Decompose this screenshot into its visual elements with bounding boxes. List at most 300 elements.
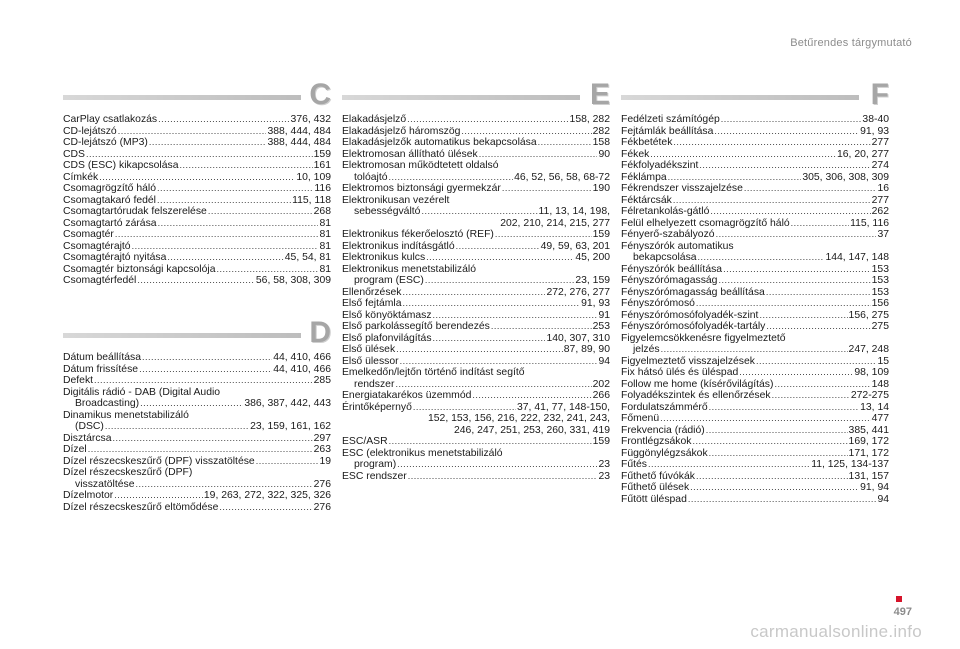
index-entry[interactable] xyxy=(342,126,610,138)
index-entry[interactable] xyxy=(63,137,331,149)
index-section-c xyxy=(63,80,331,287)
entry-title: Fordulatszámmérő xyxy=(621,401,708,413)
index-entry[interactable] xyxy=(342,252,610,264)
index-entry[interactable] xyxy=(63,502,331,514)
entry-row xyxy=(63,264,331,276)
entry-title: Címkék xyxy=(63,171,99,183)
entry-pages: 386, 387, 442, 443 xyxy=(244,398,331,409)
entry-row xyxy=(621,172,889,184)
index-entry[interactable] xyxy=(63,387,331,410)
index-entry[interactable] xyxy=(63,195,331,207)
entry-row xyxy=(63,433,331,445)
index-entry[interactable] xyxy=(63,490,331,502)
index-entry[interactable] xyxy=(342,160,610,183)
index-entry[interactable] xyxy=(63,160,331,172)
index-entry[interactable] xyxy=(63,364,331,376)
entry-title: Fényszórómosófolyadék-tartály xyxy=(621,321,766,332)
dot-leader xyxy=(149,137,267,149)
index-entry[interactable] xyxy=(621,459,889,471)
entry-title: Dízel xyxy=(63,444,87,455)
entry-pages: 23, 159 xyxy=(575,275,610,286)
entry-title: Folyadékszintek és ellenőrzések xyxy=(621,390,771,401)
entry-title: Csomagtérajtó nyitása xyxy=(63,252,167,263)
entry-pages: 91, 93 xyxy=(581,298,610,309)
entry-row xyxy=(342,183,610,195)
entry-pages: 49, 59, 63, 201 xyxy=(540,240,610,252)
entry-row xyxy=(621,114,889,126)
entry-row xyxy=(621,321,889,333)
entry-pages: 153 xyxy=(871,263,889,275)
entry-pages: 388, 444, 484 xyxy=(267,137,331,148)
entry-row xyxy=(342,471,610,483)
index-entry[interactable] xyxy=(621,367,889,379)
entry-pages: 277 xyxy=(871,194,889,206)
entry-title: Fényszórómagasság xyxy=(621,275,718,286)
dot-leader xyxy=(135,479,312,491)
entry-row xyxy=(342,390,610,402)
entry-pages: 158 xyxy=(592,137,610,148)
entry-title: Elakadásjelző xyxy=(342,114,407,125)
index-entry[interactable] xyxy=(621,287,889,299)
index-entry[interactable] xyxy=(621,241,889,264)
dot-leader xyxy=(94,375,313,387)
index-entry[interactable] xyxy=(63,206,331,218)
entry-title: CarPlay csatlakozás xyxy=(63,114,158,125)
index-entries xyxy=(63,352,331,513)
entry-row xyxy=(621,287,889,299)
entry-title: Csomagtérfedél xyxy=(63,275,137,286)
dot-leader xyxy=(721,114,862,126)
dot-leader xyxy=(766,287,871,299)
index-entry[interactable] xyxy=(342,229,610,241)
entry-row xyxy=(63,160,331,172)
entry-title: Elektromosan állítható ülések xyxy=(342,148,478,160)
entry-pages: 23 xyxy=(598,470,610,482)
dot-leader xyxy=(179,160,312,172)
index-entries xyxy=(621,114,889,505)
entry-row xyxy=(621,471,889,483)
dot-leader xyxy=(791,218,849,230)
dot-leader xyxy=(660,413,871,425)
index-entry[interactable] xyxy=(342,137,610,149)
entry-row xyxy=(342,126,610,138)
entry-row xyxy=(621,425,889,437)
section-letter: C xyxy=(309,78,331,111)
index-entry[interactable] xyxy=(342,264,610,287)
dot-leader xyxy=(421,206,537,218)
index-entry[interactable] xyxy=(63,149,331,161)
index-entry[interactable] xyxy=(621,390,889,402)
entry-pages: 91, 94 xyxy=(860,482,889,493)
index-entry[interactable] xyxy=(63,375,331,387)
index-entry[interactable] xyxy=(63,172,331,184)
index-entry[interactable] xyxy=(621,494,889,506)
dot-leader xyxy=(132,241,319,253)
entry-pages: 11, 125, 134-137 xyxy=(811,459,889,470)
page-number: 497 xyxy=(893,606,912,618)
entry-title: Fényszórómagasság beállítása xyxy=(621,286,765,298)
entry-row xyxy=(63,375,331,387)
entry-row xyxy=(621,206,889,218)
entry-pages: 115, 118 xyxy=(292,194,331,206)
entry-row xyxy=(621,448,889,460)
entry-row xyxy=(342,379,610,391)
entry-title: Follow me home (kísérővilágítás) xyxy=(621,378,774,390)
index-entry[interactable] xyxy=(621,321,889,333)
entry-pages: 285 xyxy=(313,375,331,386)
entry-pages: 16, 20, 277 xyxy=(837,148,889,160)
index-entry[interactable] xyxy=(621,471,889,483)
index-entry[interactable] xyxy=(63,352,331,364)
entry-pages: 262 xyxy=(871,206,889,217)
index-entry[interactable] xyxy=(621,206,889,218)
index-entry[interactable] xyxy=(342,390,610,402)
index-entry[interactable] xyxy=(342,114,610,126)
index-entry[interactable] xyxy=(63,467,331,490)
entry-title: Fűtés xyxy=(621,459,647,470)
dot-leader xyxy=(395,379,591,391)
entry-row xyxy=(63,444,331,456)
entry-row xyxy=(621,229,889,241)
index-entry[interactable] xyxy=(342,333,610,345)
index-entry[interactable] xyxy=(342,344,610,356)
index-entry[interactable] xyxy=(342,183,610,195)
entry-row xyxy=(342,252,610,264)
entry-pages: 15 xyxy=(877,355,889,367)
entry-row xyxy=(342,241,610,253)
dot-leader xyxy=(472,390,591,402)
dot-leader xyxy=(650,149,836,161)
entry-pages-continued: 246, 247, 251, 253, 260, 331, 419 xyxy=(454,424,610,436)
entry-row xyxy=(621,436,889,448)
index-entry[interactable] xyxy=(342,367,610,390)
dot-leader xyxy=(139,364,272,376)
entry-continuation: sebességváltó xyxy=(354,206,421,217)
dot-leader xyxy=(648,459,810,471)
entry-continuation: tolóajtó xyxy=(354,171,388,183)
dot-leader xyxy=(397,459,597,471)
index-entry[interactable] xyxy=(342,298,610,310)
dot-leader xyxy=(433,310,598,322)
entry-row xyxy=(621,413,889,425)
entry-pages: 91 xyxy=(598,309,610,321)
index-entry[interactable] xyxy=(621,195,889,207)
index-entry[interactable] xyxy=(621,229,889,241)
index-section-d xyxy=(63,318,331,513)
dot-leader xyxy=(219,502,312,514)
page-marker-square xyxy=(896,596,902,602)
entry-pages: 140, 307, 310 xyxy=(546,332,610,344)
entry-row xyxy=(342,275,610,287)
entry-title: Függönylégzsákok xyxy=(621,447,708,459)
entry-title: Elakadásjelzők automatikus bekapcsolása xyxy=(342,137,537,148)
entry-title: Első fejtámla xyxy=(342,298,402,309)
index-entry[interactable] xyxy=(621,264,889,276)
entry-pages: 94 xyxy=(877,493,889,505)
entry-title: Fűtött üléspad xyxy=(621,493,687,505)
dot-leader xyxy=(140,398,243,410)
index-entry[interactable] xyxy=(621,379,889,391)
entry-row xyxy=(63,114,331,126)
index-entry[interactable] xyxy=(63,410,331,433)
index-entry[interactable] xyxy=(63,114,331,126)
entry-pages: 247, 248 xyxy=(848,344,889,355)
dot-leader xyxy=(426,252,574,264)
index-entry[interactable] xyxy=(621,298,889,310)
entry-row xyxy=(621,390,889,402)
entry-row xyxy=(63,502,331,514)
entry-row xyxy=(342,206,610,218)
entry-pages: 37 xyxy=(877,229,889,240)
entry-pages: 266 xyxy=(592,390,610,401)
entry-row xyxy=(621,275,889,287)
dot-leader xyxy=(216,264,318,276)
entry-pages: 45, 54, 81 xyxy=(284,252,331,263)
entry-title: CD-lejátszó xyxy=(63,125,117,137)
index-entry[interactable] xyxy=(342,287,610,299)
dot-leader xyxy=(661,344,848,356)
entry-title: Disztárcsa xyxy=(63,432,112,444)
entry-pages: 268 xyxy=(313,206,331,217)
entry-pages: 297 xyxy=(313,432,331,444)
index-entry[interactable] xyxy=(621,425,889,437)
entry-title: Dízel részecskeszűrő (DPF) xyxy=(63,467,193,478)
entry-pages: 45, 200 xyxy=(575,252,610,263)
dot-leader xyxy=(400,356,598,368)
dot-leader xyxy=(718,275,870,287)
index-entry[interactable] xyxy=(63,456,331,468)
entry-pages: 44, 410, 466 xyxy=(273,363,331,375)
entry-title: Fix hátsó ülés és üléspad xyxy=(621,367,739,378)
entry-pages: 161 xyxy=(313,160,331,171)
index-entry[interactable] xyxy=(621,275,889,287)
entry-title: Csomagtér biztonsági kapcsolója xyxy=(63,263,216,275)
entry-title: Ellenőrzések xyxy=(342,286,402,298)
entry-title: Defekt xyxy=(63,375,94,386)
index-entry[interactable] xyxy=(63,126,331,138)
entry-row xyxy=(621,482,889,494)
entry-pages: 81 xyxy=(319,229,331,240)
entry-title: Érintőképernyő xyxy=(342,401,412,413)
entry-title: Féktárcsák xyxy=(621,194,672,206)
entry-pages: 276 xyxy=(313,478,331,490)
index-entry[interactable] xyxy=(342,356,610,368)
entry-title: Csomagtartórudak felszerelése xyxy=(63,206,207,217)
index-entry[interactable] xyxy=(63,444,331,456)
entry-title: Dátum beállítása xyxy=(63,352,141,363)
index-entry[interactable] xyxy=(342,310,610,322)
entry-row xyxy=(621,126,889,138)
dot-leader xyxy=(744,183,877,195)
index-entry[interactable] xyxy=(342,241,610,253)
index-entry[interactable] xyxy=(621,183,889,195)
index-entry[interactable] xyxy=(342,195,610,230)
index-entry[interactable] xyxy=(63,218,331,230)
entry-title: Csomagtérajtó xyxy=(63,240,131,252)
dot-leader xyxy=(105,421,249,433)
index-entry[interactable] xyxy=(621,402,889,414)
entry-row xyxy=(621,264,889,276)
index-entry[interactable] xyxy=(63,433,331,445)
dot-leader xyxy=(407,114,568,126)
index-entry[interactable] xyxy=(63,229,331,241)
dot-leader xyxy=(413,402,516,414)
index-entry[interactable] xyxy=(342,402,610,437)
entry-pages: 23 xyxy=(598,459,610,470)
dot-leader xyxy=(396,344,563,356)
index-entry[interactable] xyxy=(621,149,889,161)
index-entry[interactable] xyxy=(621,482,889,494)
entry-pages: 46, 52, 56, 58, 68-72 xyxy=(514,171,610,183)
entry-row xyxy=(63,241,331,253)
entry-pages: 272-275 xyxy=(850,390,889,401)
entry-row xyxy=(342,298,610,310)
index-entries xyxy=(342,114,610,482)
entry-title: Fényszórómosó xyxy=(621,298,695,309)
dot-leader xyxy=(425,275,574,287)
index-entry[interactable] xyxy=(621,126,889,138)
entry-pages: 115, 116 xyxy=(850,217,889,229)
entry-pages: 156, 275 xyxy=(848,309,889,321)
index-entry[interactable] xyxy=(621,436,889,448)
entry-row xyxy=(621,367,889,379)
entry-row xyxy=(342,459,610,471)
dot-leader xyxy=(157,183,313,195)
index-entry[interactable] xyxy=(342,321,610,333)
entry-row xyxy=(63,218,331,230)
dot-leader xyxy=(766,321,870,333)
dot-leader xyxy=(706,425,848,437)
entry-title: ESC rendszer xyxy=(342,470,407,482)
entry-pages: 144, 147, 148 xyxy=(825,252,889,263)
entry-pages: 277 xyxy=(871,137,889,148)
index-entry[interactable] xyxy=(342,149,610,161)
dot-leader xyxy=(502,183,592,195)
dot-leader xyxy=(389,172,514,184)
entry-row xyxy=(621,298,889,310)
index-entry[interactable] xyxy=(342,448,610,471)
entry-title: ESC (elektronikus menetstabilizáló xyxy=(342,447,503,459)
entry-pages: 190 xyxy=(592,183,610,194)
entry-title: Figyelmeztető visszajelzések xyxy=(621,355,755,367)
entry-row xyxy=(621,149,889,161)
entry-row xyxy=(621,310,889,322)
index-entry[interactable] xyxy=(63,275,331,287)
entry-title: ESC/ASR xyxy=(342,436,388,447)
section-header xyxy=(63,316,331,349)
entry-pages: 37, 41, 77, 148-150, xyxy=(516,401,610,413)
entry-title: Csomagtakaró fedél xyxy=(63,194,156,206)
entry-pages: 98, 109 xyxy=(854,367,889,378)
entry-pages: 282 xyxy=(592,125,610,137)
dot-leader xyxy=(710,206,870,218)
entry-pages: 56, 58, 308, 309 xyxy=(255,275,331,286)
dot-leader xyxy=(774,379,870,391)
dot-leader xyxy=(668,172,802,184)
entry-title: Elektronikus menetstabilizáló xyxy=(342,263,476,275)
index-entry[interactable] xyxy=(63,241,331,253)
dot-leader xyxy=(167,252,283,264)
index-entry[interactable] xyxy=(621,114,889,126)
entry-title: Elektromos biztonsági gyermekzár xyxy=(342,183,501,194)
entry-pages: 153 xyxy=(871,275,889,286)
entry-row xyxy=(63,364,331,376)
dot-leader xyxy=(716,229,877,241)
index-entry[interactable] xyxy=(342,436,610,448)
dot-leader xyxy=(456,241,540,253)
index-entry[interactable] xyxy=(621,218,889,230)
dot-leader xyxy=(673,137,870,149)
index-entry[interactable] xyxy=(63,252,331,264)
dot-leader xyxy=(495,229,592,241)
entry-title: Frontlégzsákok xyxy=(621,436,692,447)
entry-pages: 91, 93 xyxy=(860,125,889,137)
index-entry[interactable] xyxy=(621,172,889,184)
entry-title: Fékbetétek xyxy=(621,137,673,148)
entry-pages: 19 xyxy=(319,455,331,467)
dot-leader xyxy=(389,436,592,448)
dot-leader xyxy=(699,160,870,172)
index-entry[interactable] xyxy=(621,310,889,322)
entry-title: Fényszórómosófolyadék-szint xyxy=(621,309,759,321)
entry-title: Dízelmotor xyxy=(63,490,114,501)
dot-leader xyxy=(115,229,319,241)
index-entry[interactable] xyxy=(621,333,889,356)
index-entry[interactable] xyxy=(342,471,610,483)
dot-leader xyxy=(688,494,877,506)
entry-pages: 305, 306, 308, 309 xyxy=(802,171,889,183)
index-entry[interactable] xyxy=(63,264,331,276)
index-entry[interactable] xyxy=(621,413,889,425)
entry-row xyxy=(63,195,331,207)
dot-leader xyxy=(756,356,876,368)
index-entry[interactable] xyxy=(621,356,889,368)
entry-row xyxy=(342,310,610,322)
entry-pages: 38-40 xyxy=(862,114,889,125)
entry-pages: 169, 172 xyxy=(848,436,889,447)
dot-leader xyxy=(158,218,319,230)
dot-leader xyxy=(114,490,203,502)
entry-row xyxy=(63,479,331,491)
dot-leader xyxy=(208,206,313,218)
entry-pages-continued: 152, 153, 156, 216, 222, 232, 241, 243, xyxy=(428,413,610,424)
entry-row xyxy=(63,229,331,241)
entry-continuation: (DSC) xyxy=(75,421,104,432)
entry-row xyxy=(621,160,889,172)
section-letter: F xyxy=(870,78,889,111)
dot-leader xyxy=(408,471,598,483)
index-entry[interactable] xyxy=(621,448,889,460)
index-entry[interactable] xyxy=(621,137,889,149)
dot-leader xyxy=(714,126,859,138)
dot-leader xyxy=(99,172,295,184)
entry-row xyxy=(342,344,610,356)
section-divider xyxy=(342,95,580,100)
entry-title: Főmenü xyxy=(621,413,660,424)
entry-row xyxy=(342,287,610,299)
index-entries xyxy=(63,114,331,287)
entry-row xyxy=(63,456,331,468)
entry-title: Első ülessor xyxy=(342,355,399,367)
entry-pages: 81 xyxy=(319,263,331,275)
dot-leader xyxy=(86,149,313,161)
entry-title: Csomagrögzítő háló xyxy=(63,183,156,194)
dot-leader xyxy=(157,195,291,207)
entry-row xyxy=(621,402,889,414)
entry-title: Frekvencia (rádió) xyxy=(621,424,705,436)
index-entry[interactable] xyxy=(621,160,889,172)
index-entry[interactable] xyxy=(63,183,331,195)
